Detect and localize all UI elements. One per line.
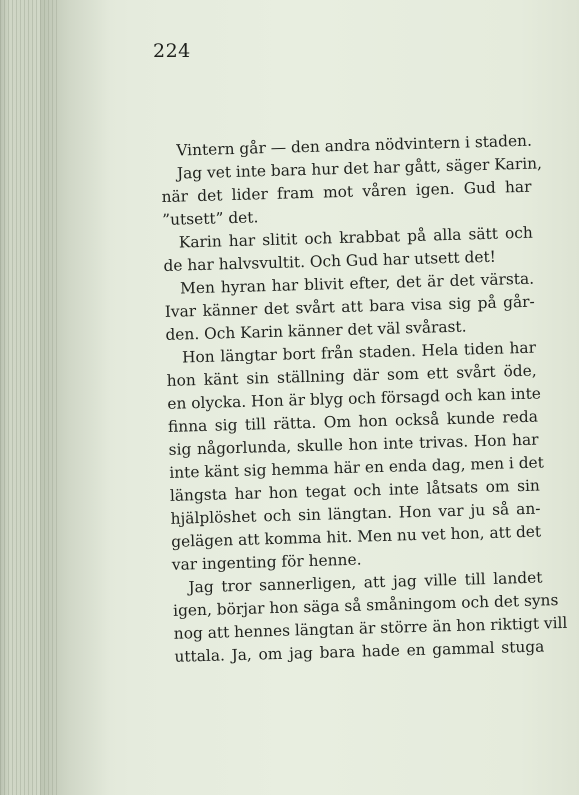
- text-line: nog att hennes längtan är större än hon riktigt vill: [173, 613, 568, 643]
- text-line: uttala. Ja, om jag bara hade en gammal stuga: [174, 637, 545, 666]
- text-line: Hon längtar bort från staden. Hela tiden har: [181, 338, 537, 367]
- page-number: 224: [153, 40, 191, 62]
- text-line: hon känt sin ställning där som ett svårt öde,: [166, 361, 537, 390]
- text-line: inte känt sig hemma här en enda dag, men i det: [169, 453, 545, 482]
- text-line: gelägen att komma hit. Men nu vet hon, att det: [170, 522, 542, 551]
- text-line: en olycka. Hon är blyg och försagd och kan inte: [167, 384, 542, 413]
- text-line: var ingenting för henne.: [171, 550, 362, 574]
- text-line: finna sig till rätta. Om hon också kunde reda: [167, 407, 539, 436]
- text-line: sig någorlunda, skulle hon inte trivas. Hon har: [168, 430, 539, 459]
- text-line: ”utsett” det.: [161, 208, 259, 229]
- text-line: igen, börjar hon säga så småningom och det syns: [172, 591, 559, 620]
- text-line: Men hyran har blivit efter, det är det värsta.: [179, 269, 535, 298]
- text-line: Jag vet inte bara hur det har gått, säger Karin,: [176, 154, 543, 183]
- text-line: Jag tror sannerligen, att jag ville till landet: [188, 568, 543, 597]
- text-line: den. Och Karin känner det väl svårast.: [165, 317, 467, 344]
- text-line: hjälplöshet och sin längtan. Hon var ju så an-: [170, 499, 541, 528]
- text-line: längsta har hon tegat och inte låtsats om sin: [169, 476, 541, 505]
- text-line: Ivar känner det svårt att bara visa sig på går-: [164, 292, 535, 321]
- text-line: Karin har slitit och krabbat på alla sätt och: [178, 223, 533, 252]
- text-line: de har halvsvultit. Och Gud har utsett det!: [163, 247, 497, 275]
- text-line: när det lider fram mot våren igen. Gud har: [161, 177, 532, 206]
- text-line: Vintern går — den andra nödvintern i staden.: [176, 131, 533, 160]
- body-text: [160, 130, 568, 669]
- spine-shadow: [40, 0, 110, 795]
